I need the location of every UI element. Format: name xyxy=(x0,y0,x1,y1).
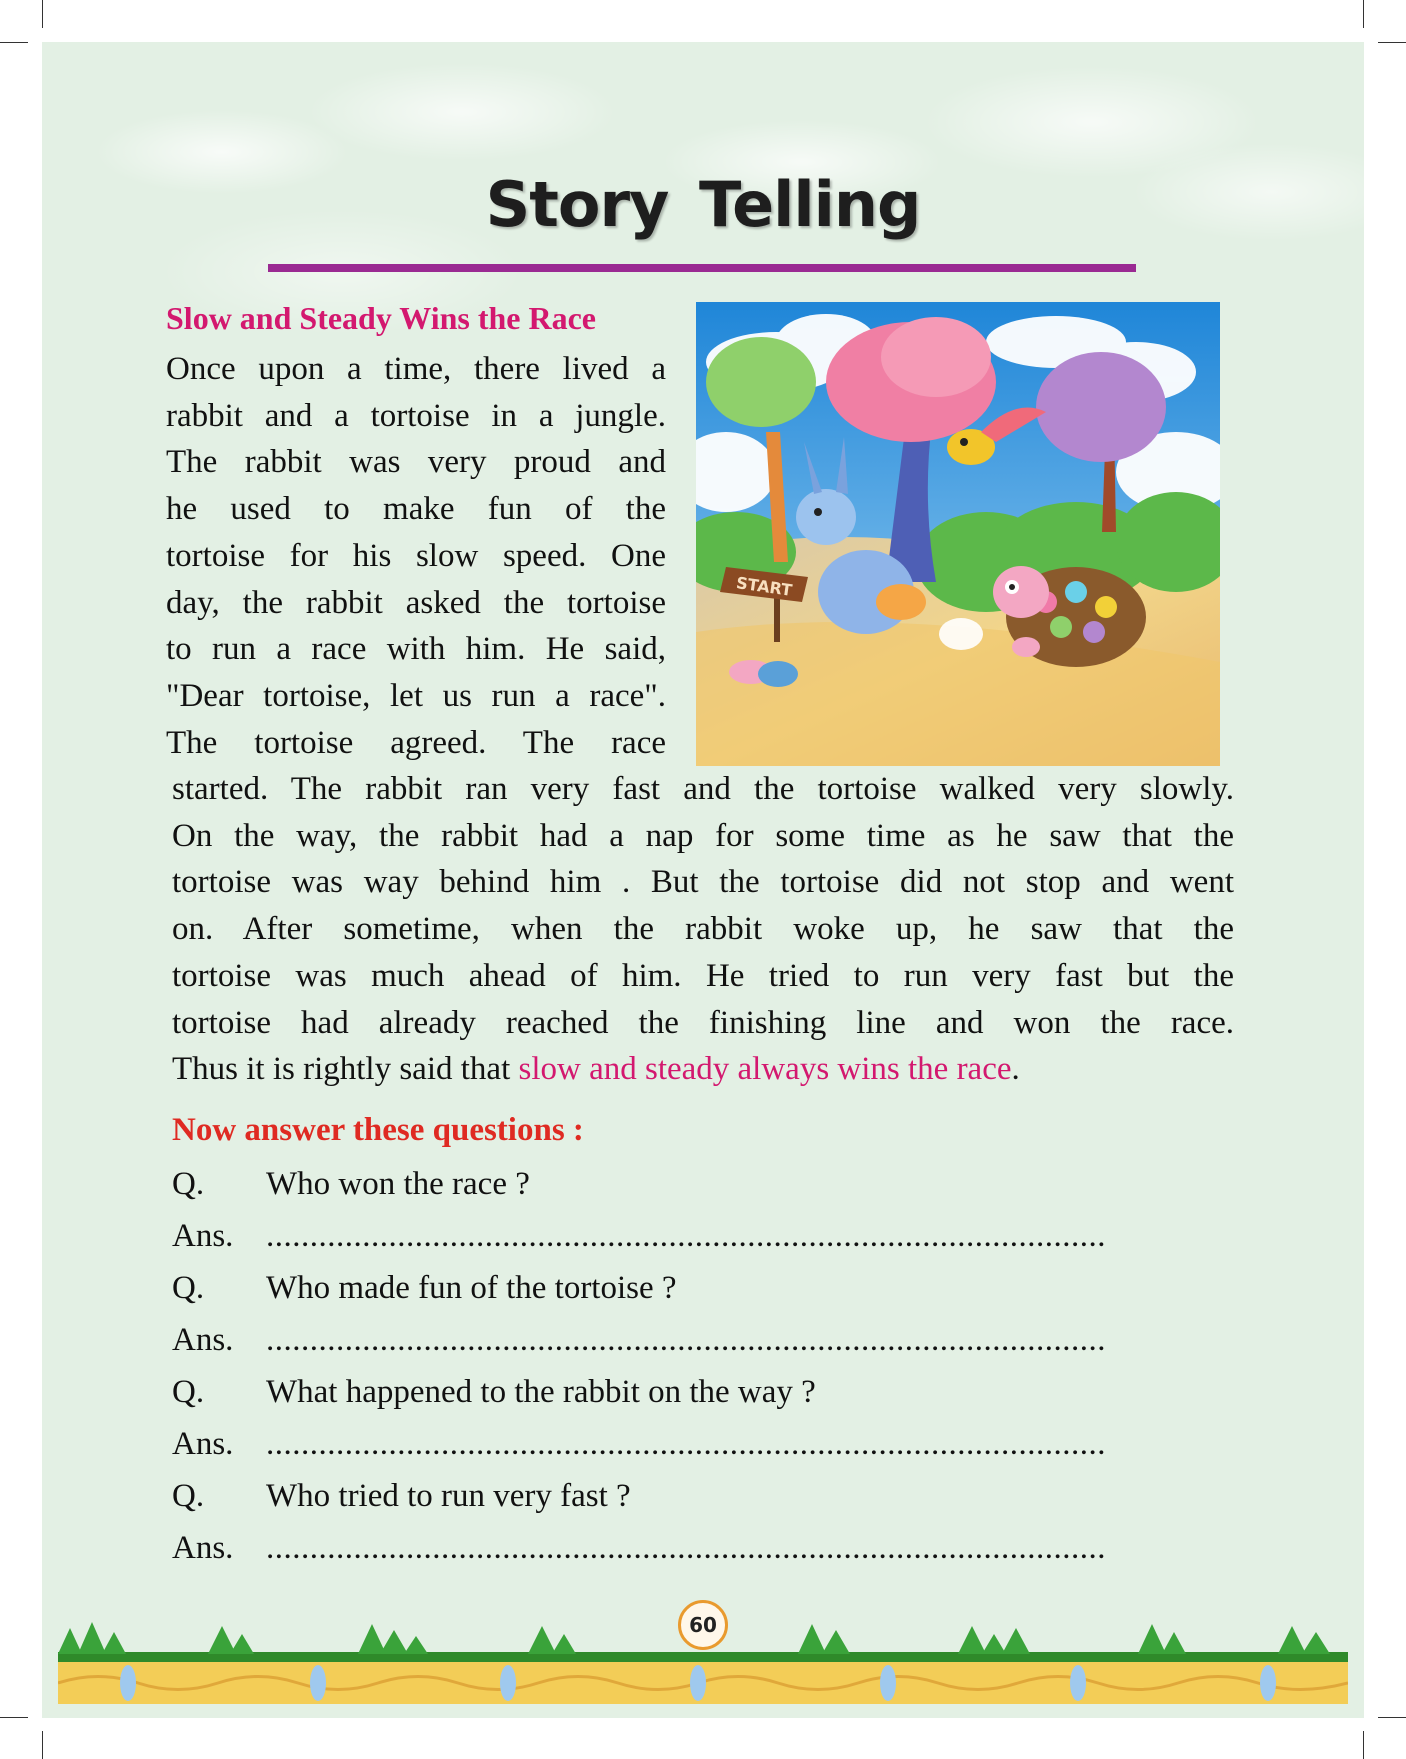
question-text: Who tried to run very fast ? xyxy=(266,1478,631,1514)
start-sign-text: START xyxy=(735,573,794,600)
crop-mark xyxy=(1378,42,1406,43)
story-line: The rabbit was very proud and xyxy=(166,444,666,481)
page-number-badge: 60 xyxy=(678,1600,728,1650)
crop-mark xyxy=(42,0,43,28)
question-label: Q. xyxy=(172,1166,205,1202)
answer-row[interactable] xyxy=(172,1322,1106,1359)
story-line: started. The rabbit ran very fast and the tortoise walked very slowly. xyxy=(172,771,1234,807)
story-line: Once upon a time, there lived a xyxy=(166,351,666,387)
story-moral: slow and steady always wins the race xyxy=(518,1051,1012,1088)
story-line: tortoise had already reached the finishing line and won the race. xyxy=(172,1004,1234,1041)
story-line: rabbit and a tortoise in a jungle. xyxy=(166,397,666,434)
question-row xyxy=(172,1270,677,1307)
story-line-suffix: . xyxy=(1011,1051,1020,1088)
question-label: Q. xyxy=(172,1374,205,1410)
story-text-wide xyxy=(172,766,1234,1093)
story-line: day, the rabbit asked the tortoise xyxy=(166,584,666,621)
crop-mark xyxy=(1363,0,1364,28)
crop-mark xyxy=(0,1717,28,1718)
answer-row[interactable] xyxy=(172,1426,1106,1463)
story-text-narrow xyxy=(166,346,666,766)
story-line: he used to make fun of the xyxy=(166,491,666,528)
crop-mark xyxy=(42,1731,43,1759)
question-label: Q. xyxy=(172,1270,205,1306)
answer-line[interactable]: ................................................................................................ xyxy=(266,1426,1106,1462)
answer-line[interactable]: ................................................................................................ xyxy=(266,1218,1106,1254)
question-row xyxy=(172,1374,816,1411)
story-line: The tortoise agreed. The race xyxy=(166,724,666,761)
story-illustration xyxy=(696,302,1220,766)
questions-heading: Now answer these questions : xyxy=(172,1112,584,1148)
answer-row[interactable] xyxy=(172,1218,1106,1255)
crop-mark xyxy=(0,42,28,43)
story-heading: Slow and Steady Wins the Race xyxy=(166,300,596,336)
story-line: "Dear tortoise, let us run a race". xyxy=(166,677,666,714)
story-line: on. After sometime, when the rabbit woke up, he saw that the xyxy=(172,911,1234,948)
question-text: Who made fun of the tortoise ? xyxy=(266,1270,677,1306)
question-row xyxy=(172,1478,631,1515)
answer-label: Ans. xyxy=(172,1426,234,1462)
page-title: Story Telling xyxy=(485,168,921,241)
story-line-moral xyxy=(172,1046,1234,1093)
answer-line[interactable]: ................................................................................................ xyxy=(266,1322,1106,1358)
answer-label: Ans. xyxy=(172,1322,234,1358)
answer-label: Ans. xyxy=(172,1530,234,1566)
answer-line[interactable]: ................................................................................................ xyxy=(266,1530,1106,1566)
story-line: to run a race with him. He said, xyxy=(166,631,666,668)
question-text: Who won the race ? xyxy=(266,1166,530,1202)
story-line: tortoise for his slow speed. One xyxy=(166,537,666,574)
story-line-prefix: Thus it is rightly said that xyxy=(172,1051,519,1088)
crop-mark xyxy=(1378,1717,1406,1718)
question-label: Q. xyxy=(172,1478,205,1514)
crop-mark xyxy=(1363,1731,1364,1759)
story-line: On the way, the rabbit had a nap for some time as he saw that the xyxy=(172,817,1234,854)
answer-row[interactable] xyxy=(172,1530,1106,1567)
story-line: tortoise was much ahead of him. He tried to run very fast but the xyxy=(172,957,1234,994)
story-line: tortoise was way behind him . But the tortoise did not stop and went xyxy=(172,864,1234,901)
question-row xyxy=(172,1166,530,1203)
question-text: What happened to the rabbit on the way ? xyxy=(266,1374,816,1410)
title-underline xyxy=(268,264,1136,272)
answer-label: Ans. xyxy=(172,1218,234,1254)
